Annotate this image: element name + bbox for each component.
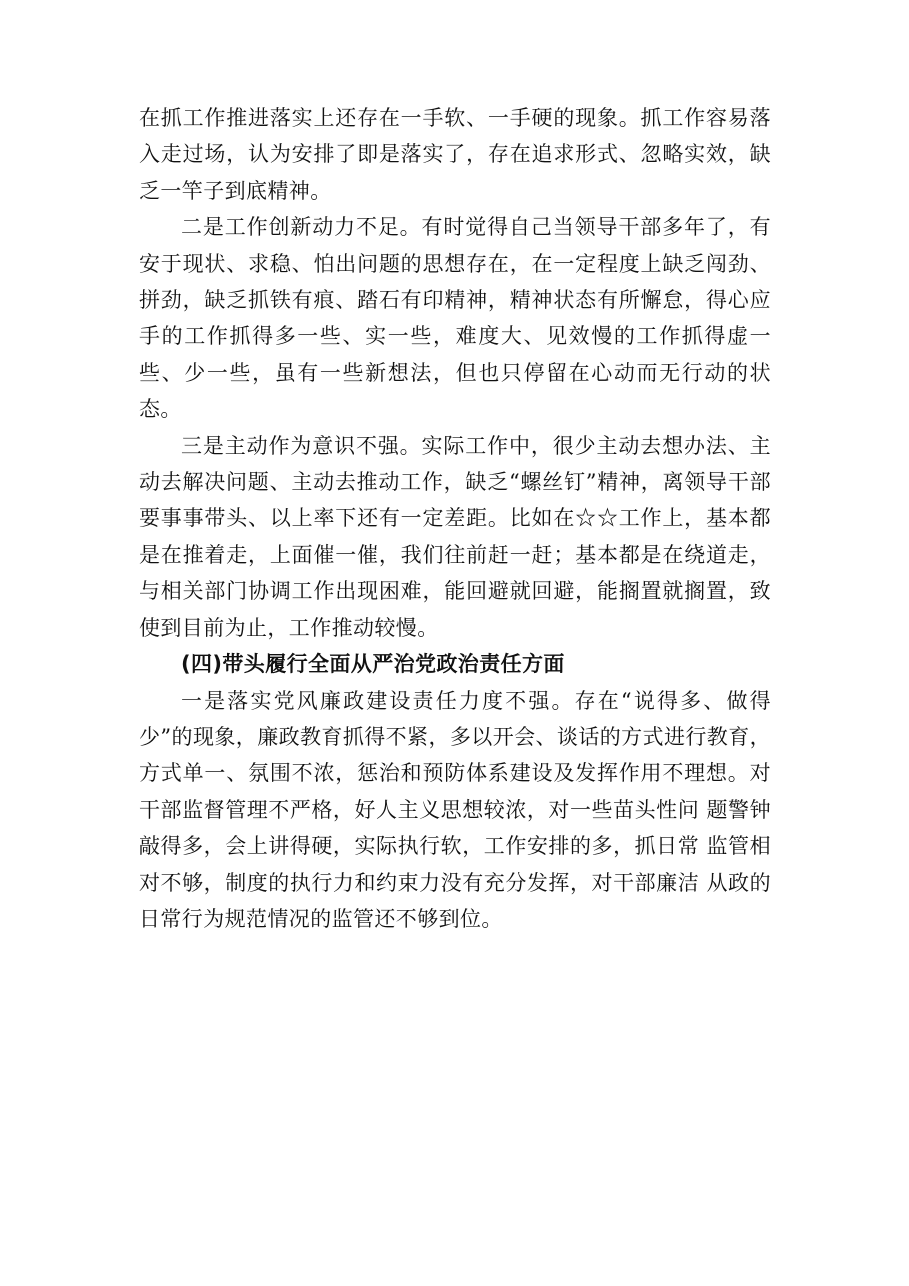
document-page: [139, 100, 771, 937]
paragraph-continuation: 在抓工作推进落实上还存在一手软、一手硬的现象。抓工作容易落入走过场，认为安排了即是落实了，存在追求形式、忽略实效，缺乏一竿子到底精神。: [139, 106, 771, 203]
paragraph-integrity: 一是落实党风廉政建设责任力度不强。存在“说得多、做得少”的现象，廉政教育抓得不紧，多以开会、谈话的方式进行教育，方式单一、氛围不浓，惩治和预防体系建设及发挥作用不理想。对干部监督管理不严格，好人主义思想较浓，对一些苗头性问 题警钟敲得多，会上讲得硬，实际执行软，工作安排的多，抓日常 监管相对不够，制度的执行力和约束力没有充分发挥，对干部廉洁 从政的日常行为规范情况的监管还不够到位。: [139, 688, 771, 931]
paragraph-innovation: 二是工作创新动力不足。有时觉得自己当领导干部多年了，有安于现状、求稳、怕出问题的思想存在，在一定程度上缺乏闯劲、拼劲，缺乏抓铁有痕、踏石有印精神，精神状态有所懈怠，得心应手的工作抓得多一些、实一些，难度大、见效慢的工作抓得虚一些、少一些，虽有一些新想法，但也只停留在心动而无行动的状态。: [139, 215, 771, 422]
section-heading: (四)带头履行全面从严治党政治责任方面: [181, 652, 565, 677]
paragraph-initiative: 三是主动作为意识不强。实际工作中，很少主动去想办法、主动去解决问题、主动去推动工作，缺乏“螺丝钉”精神，离领导干部要事事带头、以上率下还有一定差距。比如在☆☆工作上，基本都是在推着走，上面催一催，我们往前赶一赶；基本都是在绕道走，与相关部门协调工作出现困难，能回避就回避，能搁置就搁置，致使到目前为止，工作推动较慢。: [139, 433, 771, 640]
